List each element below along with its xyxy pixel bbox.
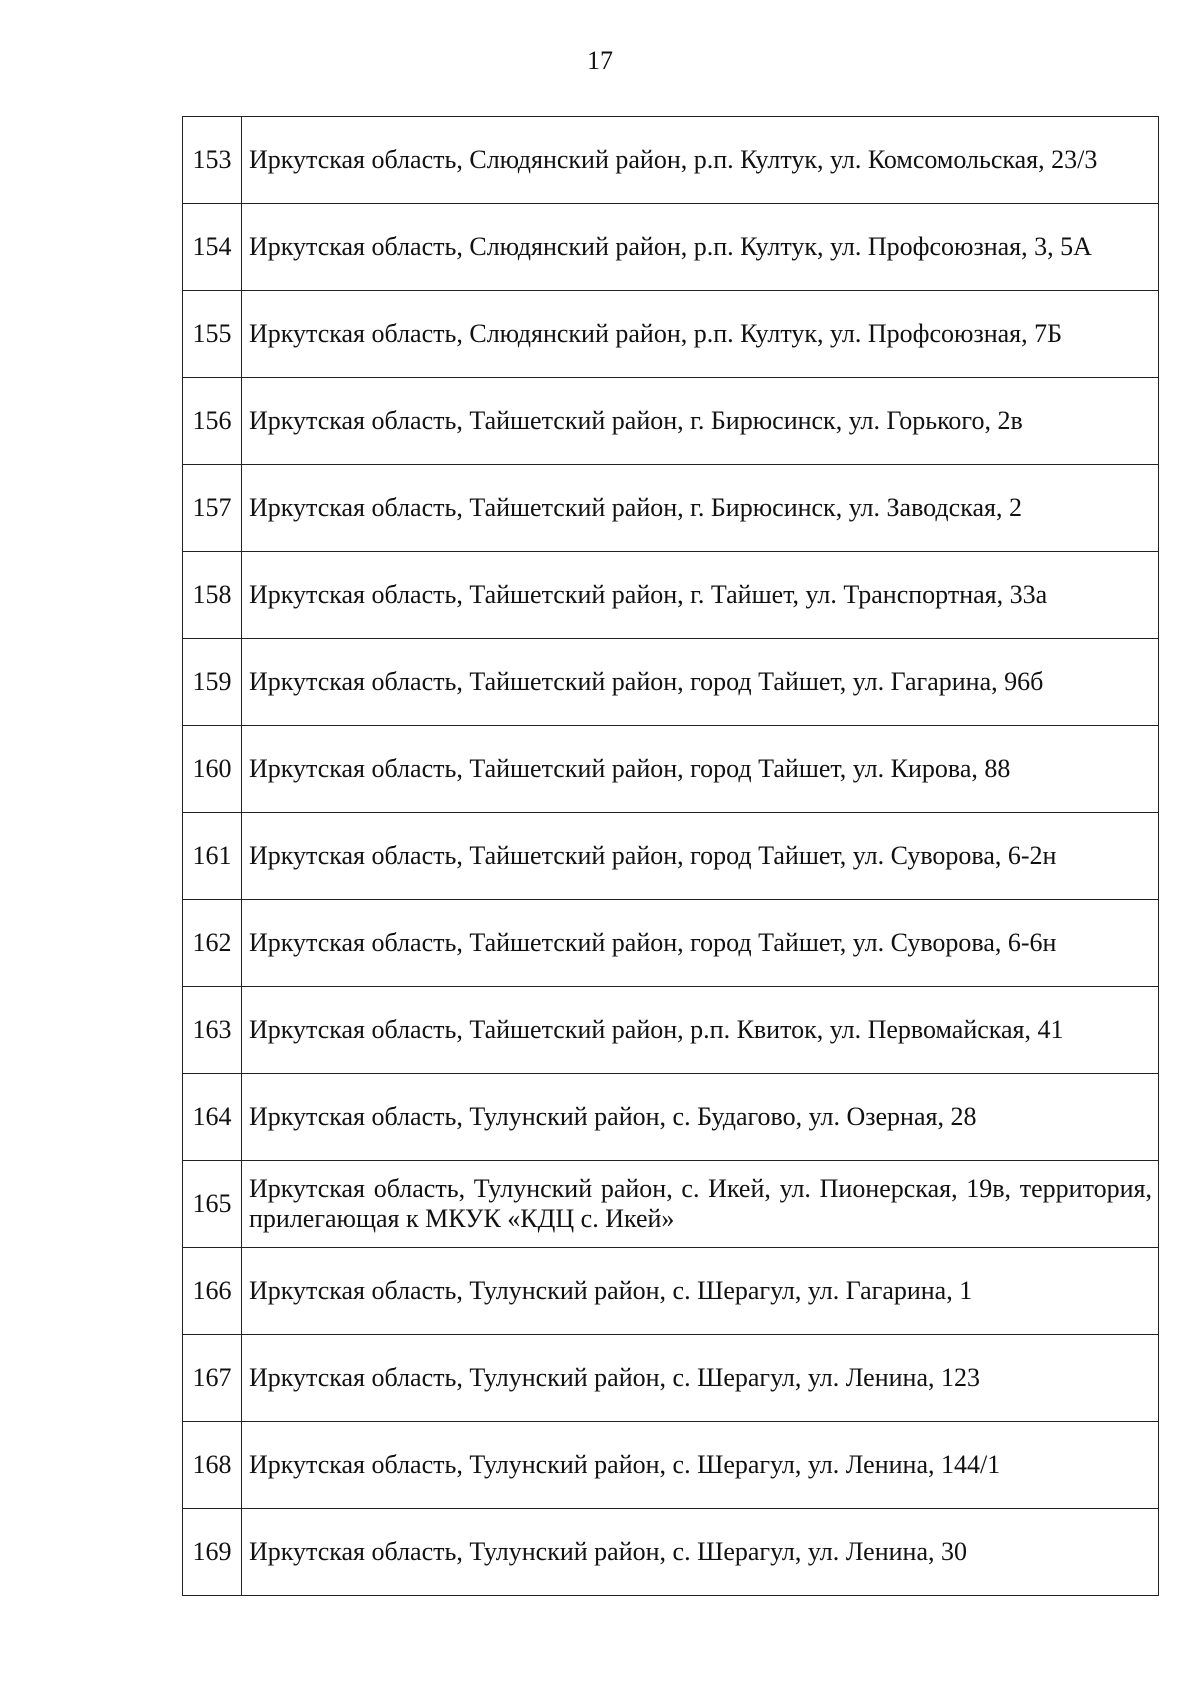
row-address: Иркутская область, Тайшетский район, город Тайшет, ул. Кирова, 88 bbox=[242, 726, 1159, 813]
row-number: 164 bbox=[183, 1074, 242, 1161]
row-number: 156 bbox=[183, 378, 242, 465]
row-number: 157 bbox=[183, 465, 242, 552]
row-number: 162 bbox=[183, 900, 242, 987]
table-row bbox=[183, 1074, 1159, 1161]
table-row bbox=[183, 813, 1159, 900]
row-address: Иркутская область, Слюдянский район, р.п. Култук, ул. Профсоюзная, 7Б bbox=[242, 291, 1159, 378]
table-row bbox=[183, 1248, 1159, 1335]
row-number: 159 bbox=[183, 639, 242, 726]
row-number: 160 bbox=[183, 726, 242, 813]
row-number: 155 bbox=[183, 291, 242, 378]
row-address: Иркутская область, Тулунский район, с. Шерагул, ул. Гагарина, 1 bbox=[242, 1248, 1159, 1335]
row-number: 161 bbox=[183, 813, 242, 900]
page-number: 17 bbox=[587, 46, 613, 75]
table-row bbox=[183, 117, 1159, 204]
row-number: 158 bbox=[183, 552, 242, 639]
table-row bbox=[183, 987, 1159, 1074]
table-row bbox=[183, 639, 1159, 726]
table-row bbox=[183, 204, 1159, 291]
row-address: Иркутская область, Тулунский район, с. Шерагул, ул. Ленина, 144/1 bbox=[242, 1422, 1159, 1509]
table-row bbox=[183, 1335, 1159, 1422]
table-row bbox=[183, 465, 1159, 552]
row-address: Иркутская область, Тулунский район, с. Шерагул, ул. Ленина, 30 bbox=[242, 1509, 1159, 1596]
table-row bbox=[183, 291, 1159, 378]
table-row bbox=[183, 1161, 1159, 1248]
address-table bbox=[182, 116, 1159, 1596]
row-address: Иркутская область, Тайшетский район, город Тайшет, ул. Гагарина, 96б bbox=[242, 639, 1159, 726]
row-number: 153 bbox=[183, 117, 242, 204]
row-address: Иркутская область, Тулунский район, с. Икей, ул. Пионерская, 19в, территория, прилегающая к МКУК «КДЦ с. Икей» bbox=[242, 1161, 1159, 1248]
row-number: 166 bbox=[183, 1248, 242, 1335]
row-address: Иркутская область, Слюдянский район, р.п. Култук, ул. Комсомольская, 23/3 bbox=[242, 117, 1159, 204]
table-row bbox=[183, 1509, 1159, 1596]
table-row bbox=[183, 378, 1159, 465]
row-number: 163 bbox=[183, 987, 242, 1074]
row-address: Иркутская область, Тайшетский район, город Тайшет, ул. Суворова, 6-2н bbox=[242, 813, 1159, 900]
table-row bbox=[183, 900, 1159, 987]
row-number: 169 bbox=[183, 1509, 242, 1596]
row-number: 154 bbox=[183, 204, 242, 291]
row-address: Иркутская область, Тайшетский район, г. Бирюсинск, ул. Заводская, 2 bbox=[242, 465, 1159, 552]
row-address: Иркутская область, Тулунский район, с. Шерагул, ул. Ленина, 123 bbox=[242, 1335, 1159, 1422]
row-address: Иркутская область, Тайшетский район, р.п. Квиток, ул. Первомайская, 41 bbox=[242, 987, 1159, 1074]
address-table-body bbox=[183, 117, 1159, 1596]
row-number: 167 bbox=[183, 1335, 242, 1422]
table-row bbox=[183, 726, 1159, 813]
row-number: 168 bbox=[183, 1422, 242, 1509]
row-address: Иркутская область, Слюдянский район, р.п. Култук, ул. Профсоюзная, 3, 5А bbox=[242, 204, 1159, 291]
row-address: Иркутская область, Тулунский район, с. Будагово, ул. Озерная, 28 bbox=[242, 1074, 1159, 1161]
row-address: Иркутская область, Тайшетский район, город Тайшет, ул. Суворова, 6-6н bbox=[242, 900, 1159, 987]
row-address: Иркутская область, Тайшетский район, г. Тайшет, ул. Транспортная, 33а bbox=[242, 552, 1159, 639]
row-number: 165 bbox=[183, 1161, 242, 1248]
table-row bbox=[183, 1422, 1159, 1509]
row-address: Иркутская область, Тайшетский район, г. Бирюсинск, ул. Горького, 2в bbox=[242, 378, 1159, 465]
table-row bbox=[183, 552, 1159, 639]
